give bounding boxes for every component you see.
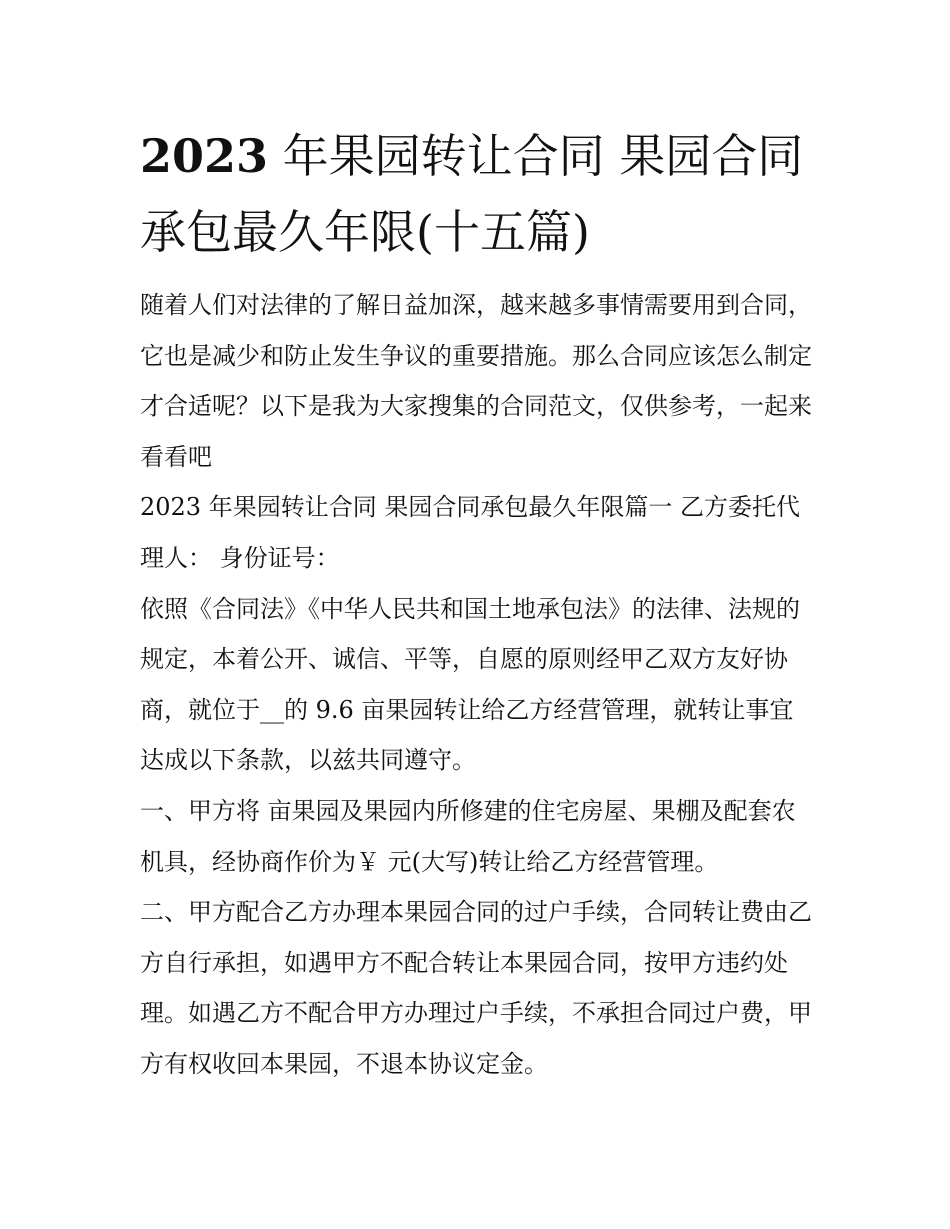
clause-one-paragraph: 一、甲方将 亩果园及果园内所修建的住宅房屋、果棚及配套农机具，经协商作价为￥ 元(大写)转让给乙方经营管理。	[140, 796, 796, 876]
clause-two-paragraph: 二、甲方配合乙方办理本果园合同的过户手续，合同转让费由乙方自行承担，如遇甲方不配合转让本果园合同，按甲方违约处理。如遇乙方不配合甲方办理过户手续，不承担合同过户费，甲方有权收回本果园，不退本协议定金。	[140, 898, 812, 1078]
title-text: 年果园转让合同 果园合同承包最久年限(十五篇)	[140, 129, 804, 259]
title-year: 2023	[140, 129, 269, 183]
document-title	[140, 118, 812, 270]
document-content	[140, 118, 812, 1090]
document-body	[140, 280, 812, 1090]
intro-paragraph: 随着人们对法律的了解日益加深，越来越多事情需要用到合同，它也是减少和防止发生争议的重要措施。那么合同应该怎么制定才合适呢？以下是我为大家搜集的合同范文，仅供参考，一起来看看吧	[140, 291, 812, 471]
section-heading-paragraph: 2023 年果园转让合同 果园合同承包最久年限篇一 乙方委托代理人： 身份证号：	[140, 493, 800, 572]
preamble-paragraph: 依照《合同法》《中华人民共和国土地承包法》的法律、法规的规定，本着公开、诚信、平等，自愿的原则经甲乙双方友好协商，就位于__的 9.6 亩果园转让给乙方经营管理，就转让事宜达成以下条款，以兹共同遵守。	[140, 594, 800, 775]
